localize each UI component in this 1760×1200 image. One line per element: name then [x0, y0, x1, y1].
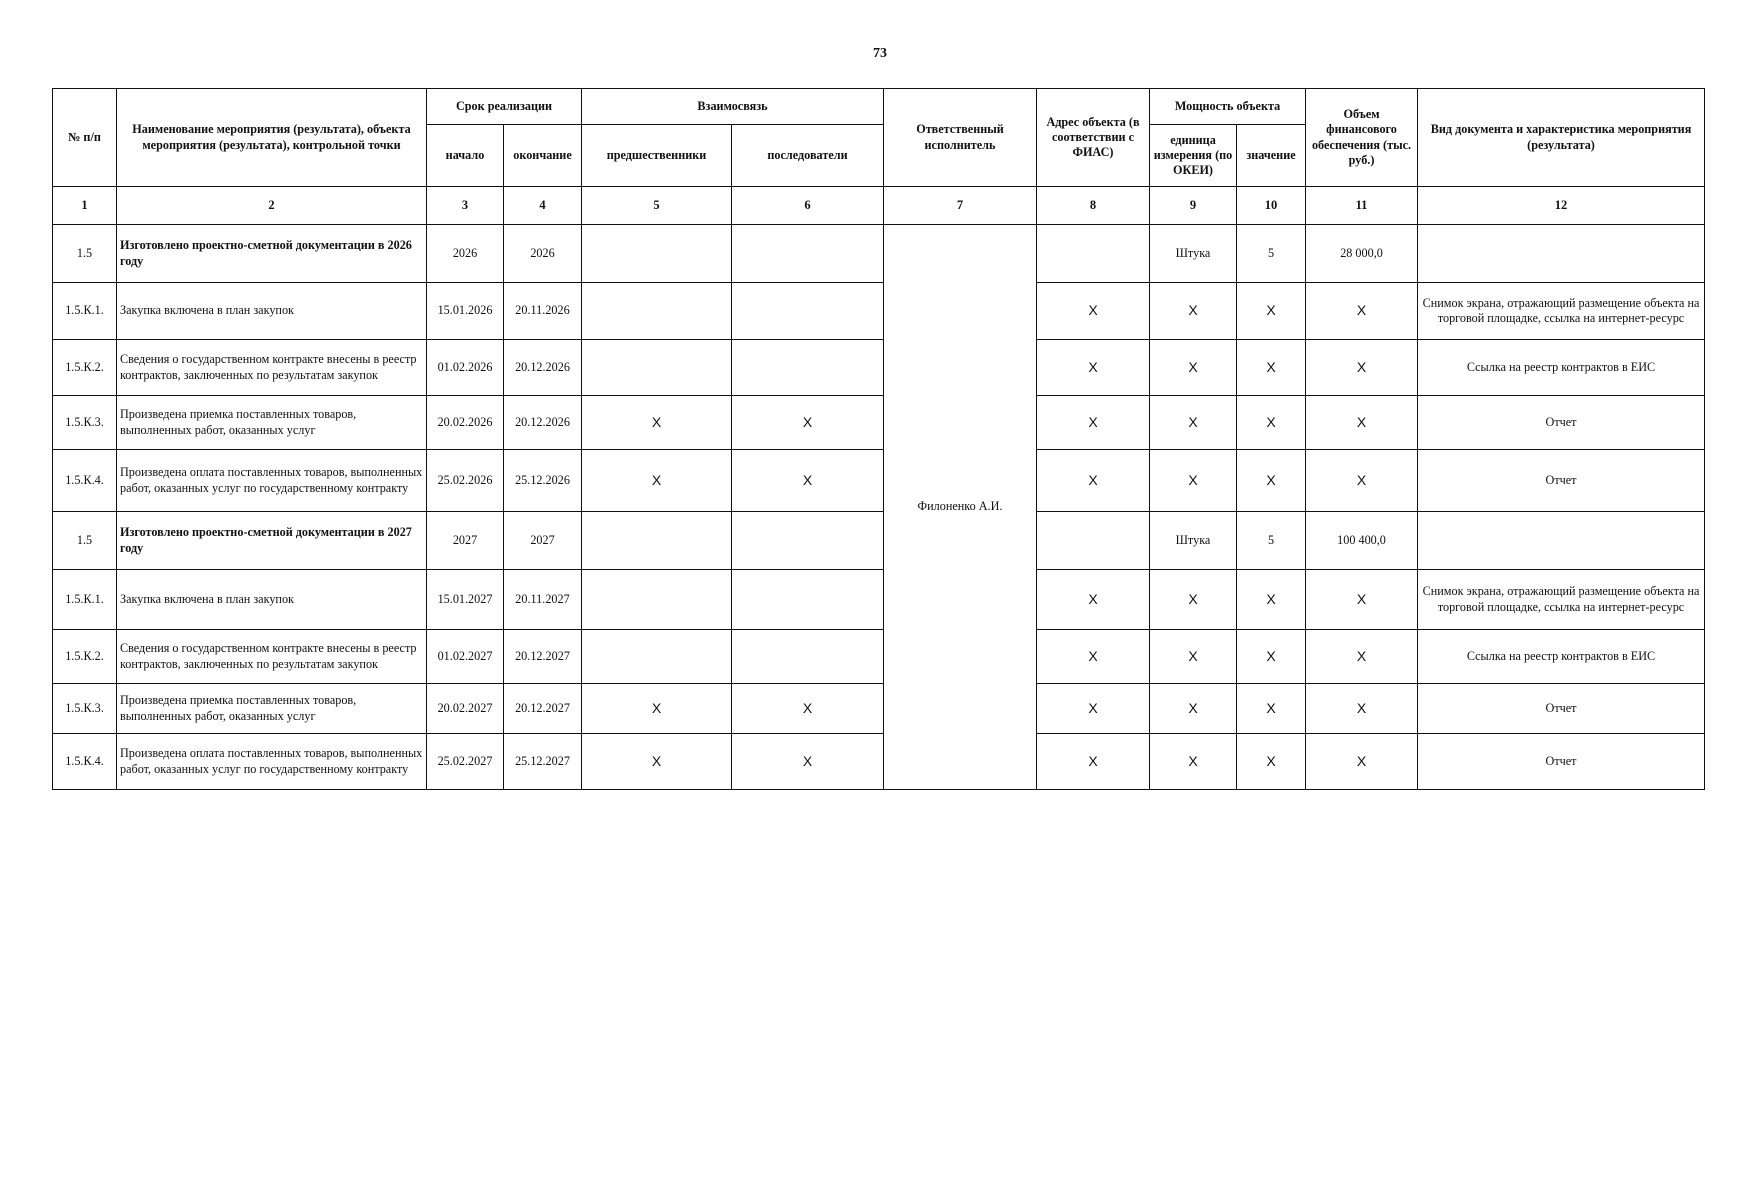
table-row	[53, 340, 1705, 396]
row-name: Изготовлено проектно-сметной документации в 2027 году	[117, 512, 427, 570]
row-value: 5	[1237, 225, 1306, 283]
row-predecessors: X	[582, 734, 732, 790]
row-end: 2027	[504, 512, 582, 570]
table-row	[53, 283, 1705, 340]
row-finance: X	[1306, 283, 1418, 340]
column-number: 1	[53, 187, 117, 225]
column-number: 7	[884, 187, 1037, 225]
row-name: Произведена оплата поставленных товаров, выполненных работ, оказанных услуг по государственному контракту	[117, 734, 427, 790]
row-predecessors: X	[582, 684, 732, 734]
row-start: 20.02.2027	[427, 684, 504, 734]
column-number: 5	[582, 187, 732, 225]
row-successors	[732, 340, 884, 396]
row-predecessors	[582, 225, 732, 283]
row-address	[1037, 512, 1150, 570]
row-successors	[732, 512, 884, 570]
row-value: X	[1237, 450, 1306, 512]
row-unit: X	[1150, 630, 1237, 684]
row-value: X	[1237, 283, 1306, 340]
row-start: 01.02.2026	[427, 340, 504, 396]
row-predecessors: X	[582, 450, 732, 512]
table-row	[53, 684, 1705, 734]
row-name: Произведена оплата поставленных товаров, выполненных работ, оказанных услуг по государственному контракту	[117, 450, 427, 512]
row-address: X	[1037, 340, 1150, 396]
header-relation: Взаимосвязь	[582, 89, 884, 125]
row-name: Сведения о государственном контракте внесены в реестр контрактов, заключенных по результатам закупок	[117, 630, 427, 684]
row-doc: Снимок экрана, отражающий размещение объекта на торговой площадке, ссылка на интернет-ресурс	[1418, 570, 1705, 630]
row-doc	[1418, 512, 1705, 570]
row-unit: X	[1150, 283, 1237, 340]
header-term-end: окончание	[504, 125, 582, 187]
table-row	[53, 734, 1705, 790]
row-num: 1.5.К.3.	[53, 396, 117, 450]
row-address: X	[1037, 283, 1150, 340]
row-finance: X	[1306, 570, 1418, 630]
row-successors	[732, 225, 884, 283]
row-start: 15.01.2027	[427, 570, 504, 630]
header-term: Срок реализации	[427, 89, 582, 125]
column-number: 10	[1237, 187, 1306, 225]
header-responsible: Ответственный исполнитель	[884, 89, 1037, 187]
row-name: Произведена приемка поставленных товаров, выполненных работ, оказанных услуг	[117, 684, 427, 734]
row-unit: X	[1150, 396, 1237, 450]
header-num: № п/п	[53, 89, 117, 187]
row-predecessors	[582, 630, 732, 684]
header-successors: последователи	[732, 125, 884, 187]
row-finance: 100 400,0	[1306, 512, 1418, 570]
row-value: X	[1237, 684, 1306, 734]
row-name: Закупка включена в план закупок	[117, 283, 427, 340]
row-name: Сведения о государственном контракте внесены в реестр контрактов, заключенных по результатам закупок	[117, 340, 427, 396]
header-doc: Вид документа и характеристика мероприятия (результата)	[1418, 89, 1705, 187]
row-unit: X	[1150, 734, 1237, 790]
table-row	[53, 512, 1705, 570]
row-successors: X	[732, 450, 884, 512]
header-name: Наименование мероприятия (результата), объекта мероприятия (результата), контрольной точки	[117, 89, 427, 187]
table-row	[53, 630, 1705, 684]
row-end: 20.12.2026	[504, 396, 582, 450]
row-finance: X	[1306, 630, 1418, 684]
row-num: 1.5.К.1.	[53, 570, 117, 630]
row-value: 5	[1237, 512, 1306, 570]
row-value: X	[1237, 340, 1306, 396]
row-value: X	[1237, 396, 1306, 450]
row-start: 25.02.2026	[427, 450, 504, 512]
row-start: 2027	[427, 512, 504, 570]
column-number: 2	[117, 187, 427, 225]
row-num: 1.5.К.1.	[53, 283, 117, 340]
header-value: значение	[1237, 125, 1306, 187]
row-successors	[732, 283, 884, 340]
row-end: 25.12.2027	[504, 734, 582, 790]
row-successors	[732, 630, 884, 684]
row-unit: X	[1150, 340, 1237, 396]
row-doc: Ссылка на реестр контрактов в ЕИС	[1418, 340, 1705, 396]
row-num: 1.5.К.4.	[53, 450, 117, 512]
header-capacity: Мощность объекта	[1150, 89, 1306, 125]
row-end: 20.11.2026	[504, 283, 582, 340]
row-value: X	[1237, 734, 1306, 790]
table-row	[53, 450, 1705, 512]
page-number: 73	[873, 46, 887, 61]
row-doc: Отчет	[1418, 450, 1705, 512]
column-number: 4	[504, 187, 582, 225]
row-unit: X	[1150, 450, 1237, 512]
column-number: 9	[1150, 187, 1237, 225]
row-address: X	[1037, 684, 1150, 734]
row-start: 25.02.2027	[427, 734, 504, 790]
row-unit: Штука	[1150, 512, 1237, 570]
implementation-plan-table	[52, 88, 1705, 790]
row-finance: X	[1306, 396, 1418, 450]
row-end: 20.11.2027	[504, 570, 582, 630]
header-term-start: начало	[427, 125, 504, 187]
row-unit: Штука	[1150, 225, 1237, 283]
header-predecessors: предшественники	[582, 125, 732, 187]
column-number: 3	[427, 187, 504, 225]
column-number: 11	[1306, 187, 1418, 225]
row-address: X	[1037, 396, 1150, 450]
row-name: Закупка включена в план закупок	[117, 570, 427, 630]
header-address: Адрес объекта (в соответствии с ФИАС)	[1037, 89, 1150, 187]
row-predecessors	[582, 570, 732, 630]
responsible-executor: Филоненко А.И.	[884, 225, 1037, 790]
column-number: 6	[732, 187, 884, 225]
row-name: Изготовлено проектно-сметной документации в 2026 году	[117, 225, 427, 283]
row-end: 2026	[504, 225, 582, 283]
row-predecessors	[582, 283, 732, 340]
row-num: 1.5.К.2.	[53, 340, 117, 396]
row-finance: X	[1306, 340, 1418, 396]
row-doc: Отчет	[1418, 396, 1705, 450]
row-num: 1.5.К.4.	[53, 734, 117, 790]
table-row	[53, 225, 1705, 283]
row-address: X	[1037, 570, 1150, 630]
column-numbers-row	[53, 187, 1705, 225]
row-predecessors	[582, 340, 732, 396]
table-row	[53, 396, 1705, 450]
row-end: 20.12.2027	[504, 684, 582, 734]
row-end: 20.12.2027	[504, 630, 582, 684]
column-number: 8	[1037, 187, 1150, 225]
row-doc: Снимок экрана, отражающий размещение объекта на торговой площадке, ссылка на интернет-ресурс	[1418, 283, 1705, 340]
row-successors	[732, 570, 884, 630]
row-doc: Отчет	[1418, 684, 1705, 734]
row-num: 1.5.К.3.	[53, 684, 117, 734]
row-doc: Ссылка на реестр контрактов в ЕИС	[1418, 630, 1705, 684]
row-successors: X	[732, 734, 884, 790]
row-name: Произведена приемка поставленных товаров, выполненных работ, оказанных услуг	[117, 396, 427, 450]
row-finance: 28 000,0	[1306, 225, 1418, 283]
row-finance: X	[1306, 450, 1418, 512]
column-number: 12	[1418, 187, 1705, 225]
row-finance: X	[1306, 734, 1418, 790]
row-end: 20.12.2026	[504, 340, 582, 396]
row-unit: X	[1150, 684, 1237, 734]
row-num: 1.5.К.2.	[53, 630, 117, 684]
row-doc	[1418, 225, 1705, 283]
row-start: 20.02.2026	[427, 396, 504, 450]
row-value: X	[1237, 630, 1306, 684]
row-predecessors	[582, 512, 732, 570]
row-doc: Отчет	[1418, 734, 1705, 790]
table-row	[53, 570, 1705, 630]
row-start: 01.02.2027	[427, 630, 504, 684]
header-unit: единица измерения (по ОКЕИ)	[1150, 125, 1237, 187]
row-successors: X	[732, 684, 884, 734]
row-predecessors: X	[582, 396, 732, 450]
row-num: 1.5	[53, 225, 117, 283]
row-address: X	[1037, 630, 1150, 684]
row-successors: X	[732, 396, 884, 450]
row-value: X	[1237, 570, 1306, 630]
row-end: 25.12.2026	[504, 450, 582, 512]
row-unit: X	[1150, 570, 1237, 630]
row-start: 2026	[427, 225, 504, 283]
row-address	[1037, 225, 1150, 283]
header-finance: Объем финансового обеспечения (тыс. руб.)	[1306, 89, 1418, 187]
row-num: 1.5	[53, 512, 117, 570]
row-start: 15.01.2026	[427, 283, 504, 340]
row-address: X	[1037, 734, 1150, 790]
row-address: X	[1037, 450, 1150, 512]
row-finance: X	[1306, 684, 1418, 734]
